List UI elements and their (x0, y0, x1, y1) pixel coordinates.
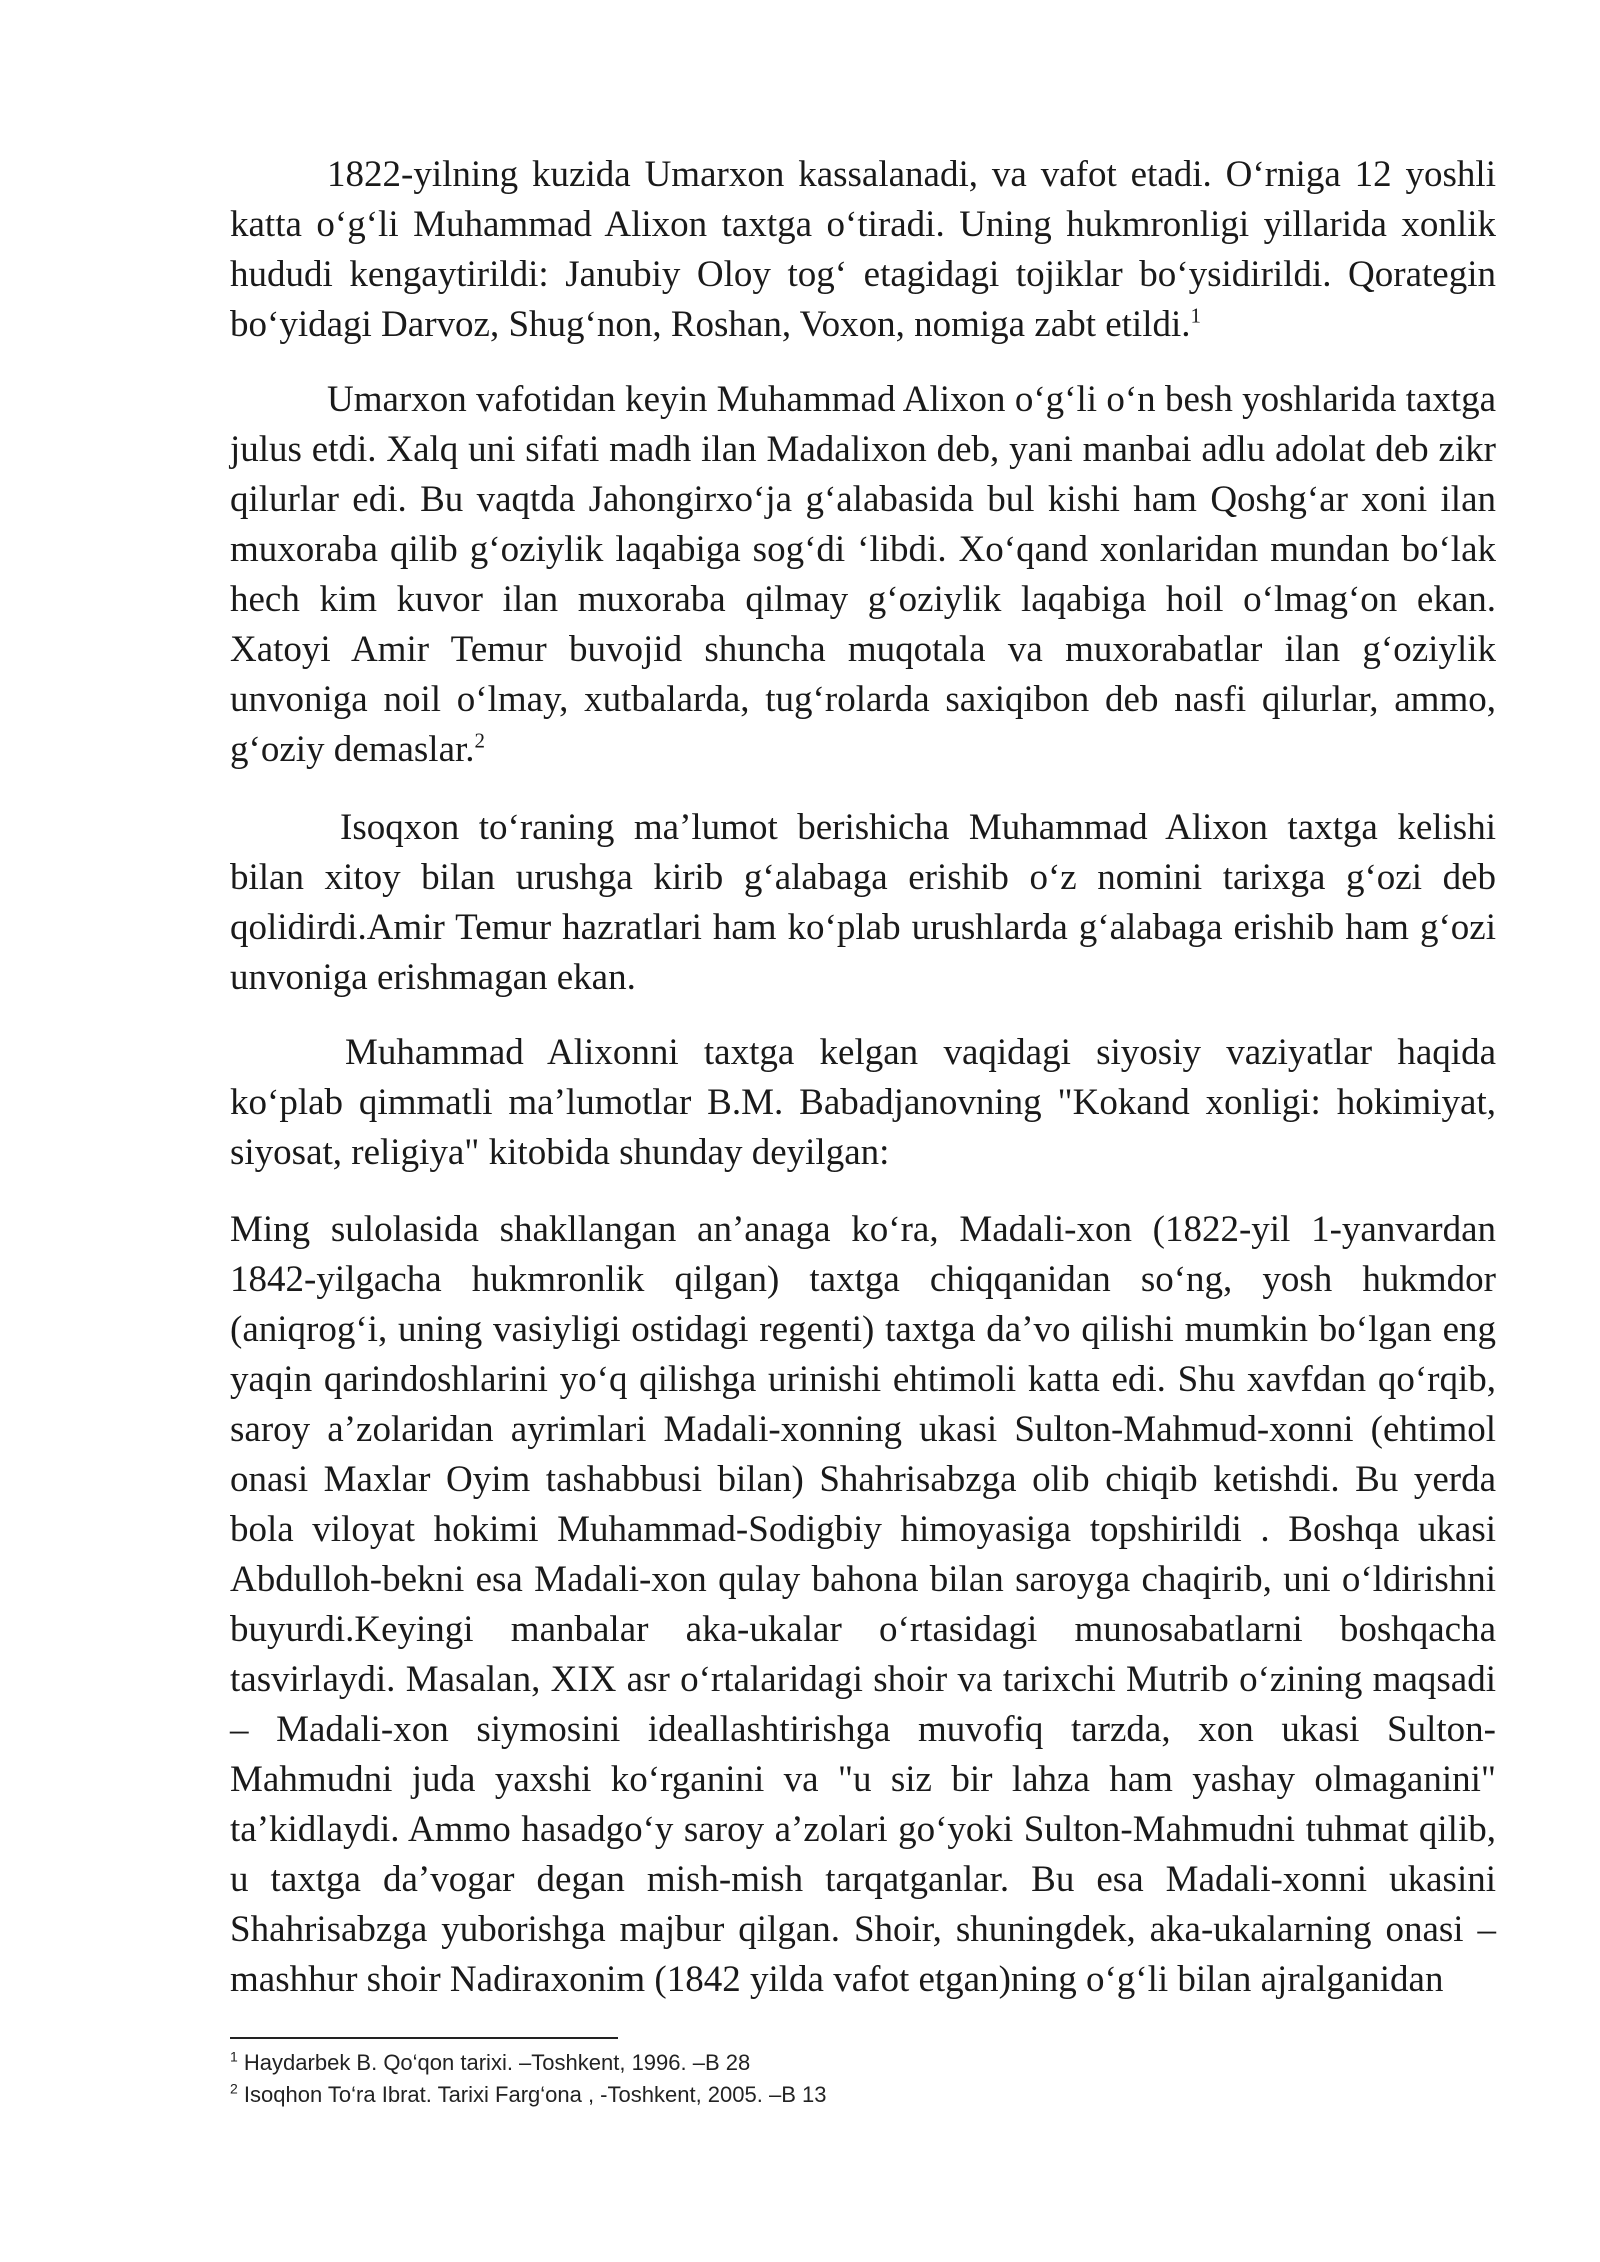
paragraph-2 (230, 375, 1496, 775)
footnote-2-text: Isoqhon To‘ra Ibrat. Tarixi Farg‘ona , -Toshkent, 2005. –B 13 (243, 2082, 827, 2107)
footnote-2 (230, 2080, 1496, 2110)
paragraph-3-text: Isoqxon to‘raning ma’lumot berishicha Muhammad Alixon taxtga kelishi bilan xitoy bilan urushga kirib g‘alabaga erishib o‘z nomini tarixga g‘ozi deb qolidirdi.Amir Temur hazratlari ham ko‘plab urushlarda g‘alabaga erishib ham g‘ozi unvoniga erishmagan ekan. (230, 807, 1496, 998)
paragraph-5-text: Ming sulolasida shakllangan an’anaga ko‘ra, Madali-xon (1822-yil 1-yanvardan 1842-yilgacha hukmronlik qilgan) taxtga chiqqanidan so‘ng, yosh hukmdor (aniqrog‘i, uning vasiyligi ostidagi regenti) taxtga da’vo qilishi mumkin bo‘lgan eng yaqin qarindoshlarini yo‘q qilishga urinishi ehtimoli katta edi. Shu xavfdan qo‘rqib, saroy a’zolaridan ayrimlari Madali-xonning ukasi Sulton-Mahmud-xonni (ehtimol onasi Maxlar Oyim tashabbusi bilan) Shahrisabzga olib chiqib ketishdi. Bu yerda bola viloyat hokimi Muhammad-Sodigbiy himoyasiga topshirildi . Boshqa ukasi Abdulloh-bekni esa Madali-xon qulay bahona bilan saroyga chaqirib, uni o‘ldirishni buyurdi.Keyingi manbalar aka-ukalar o‘rtasidagi munosabatlarni boshqacha tasvirlaydi. Masalan, XIX asr o‘rtalaridagi shoir va tarixchi Mutrib o‘zining maqsadi – Madali-xon siymosini ideallashtirishga muvofiq tarzda, xon ukasi Sulton-Mahmudni juda yaxshi ko‘rganini va "u siz bir lahza ham yashay olmaganini" ta’kidlaydi. Ammo hasadgo‘y saroy a’zolari go‘yoki Sulton-Mahmudni tuhmat qilib, u taxtga da’vogar degan mish-mish tarqatganlar. Bu esa Madali-xonni ukasini Shahrisabzga yuborishga majbur qilgan. Shoir, shuningdek, aka-ukalarning onasi – mashhur shoir Nadiraxonim (1842 yilda vafot etgan)ning o‘g‘li bilan ajralganidan (230, 1209, 1496, 2000)
paragraph-4 (230, 1028, 1496, 1178)
paragraph-4-text: Muhammad Alixonni taxtga kelgan vaqidagi siyosiy vaziyatlar haqida ko‘plab qimmatli ma’lumotlar B.M. Babadjanovning "Kokand xonligi: hokimiyat, siyosat, religiya" kitobida shunday deyilgan: (230, 1032, 1496, 1173)
footnote-1-text: Haydarbek B. Qo‘qon tarixi. –Toshkent, 1996. –B 28 (243, 2050, 751, 2075)
paragraph-1-text: 1822-yilning kuzida Umarxon kassalanadi, va vafot etadi. O‘rniga 12 yoshli katta o‘g‘li Muhammad Alixon taxtga o‘tiradi. Uning hukmronligi yillarida xonlik hududi kengaytirildi: Janubiy Oloy tog‘ etagidagi tojiklar bo‘ysidirildi. Qorategin bo‘yidagi Darvoz, Shug‘non, Roshan, Voxon, nomiga zabt etildi. (230, 154, 1496, 345)
paragraph-2-text: Umarxon vafotidan keyin Muhammad Alixon o‘g‘li o‘n besh yoshlarida taxtga julus etdi. Xalq uni sifati madh ilan Madalixon deb, yani manbai adlu adolat deb zikr qilurlar edi. Bu vaqtda Jahongirxo‘ja g‘alabasida bul kishi ham Qoshg‘ar xoni ilan muxoraba qilib g‘oziylik laqabiga sog‘di ‘libdi. Xo‘qand xonlaridan mundan bo‘lak hech kim kuvor ilan muxoraba qilmay g‘oziylik laqabiga hoil o‘lmag‘on ekan. Xatoyi Amir Temur buvojid shuncha muqotala va muxorabatlar ilan g‘oziylik unvoniga noil o‘lmay, xutbalarda, tug‘rolarda saxiqibon deb nasfi qilurlar, ammo, g‘oziy demaslar. (230, 379, 1496, 770)
paragraph-3 (230, 803, 1496, 1003)
footnote-ref-2[interactable]: 2 (474, 728, 486, 753)
footnote-1 (230, 2048, 1496, 2078)
footnote-2-number: 2 (230, 2080, 238, 2097)
paragraph-1 (230, 150, 1496, 350)
footnote-1-number: 1 (230, 2048, 238, 2065)
footnote-ref-1[interactable]: 1 (1190, 303, 1202, 328)
paragraph-5 (230, 1205, 1496, 2005)
footnote-separator (230, 2037, 618, 2039)
